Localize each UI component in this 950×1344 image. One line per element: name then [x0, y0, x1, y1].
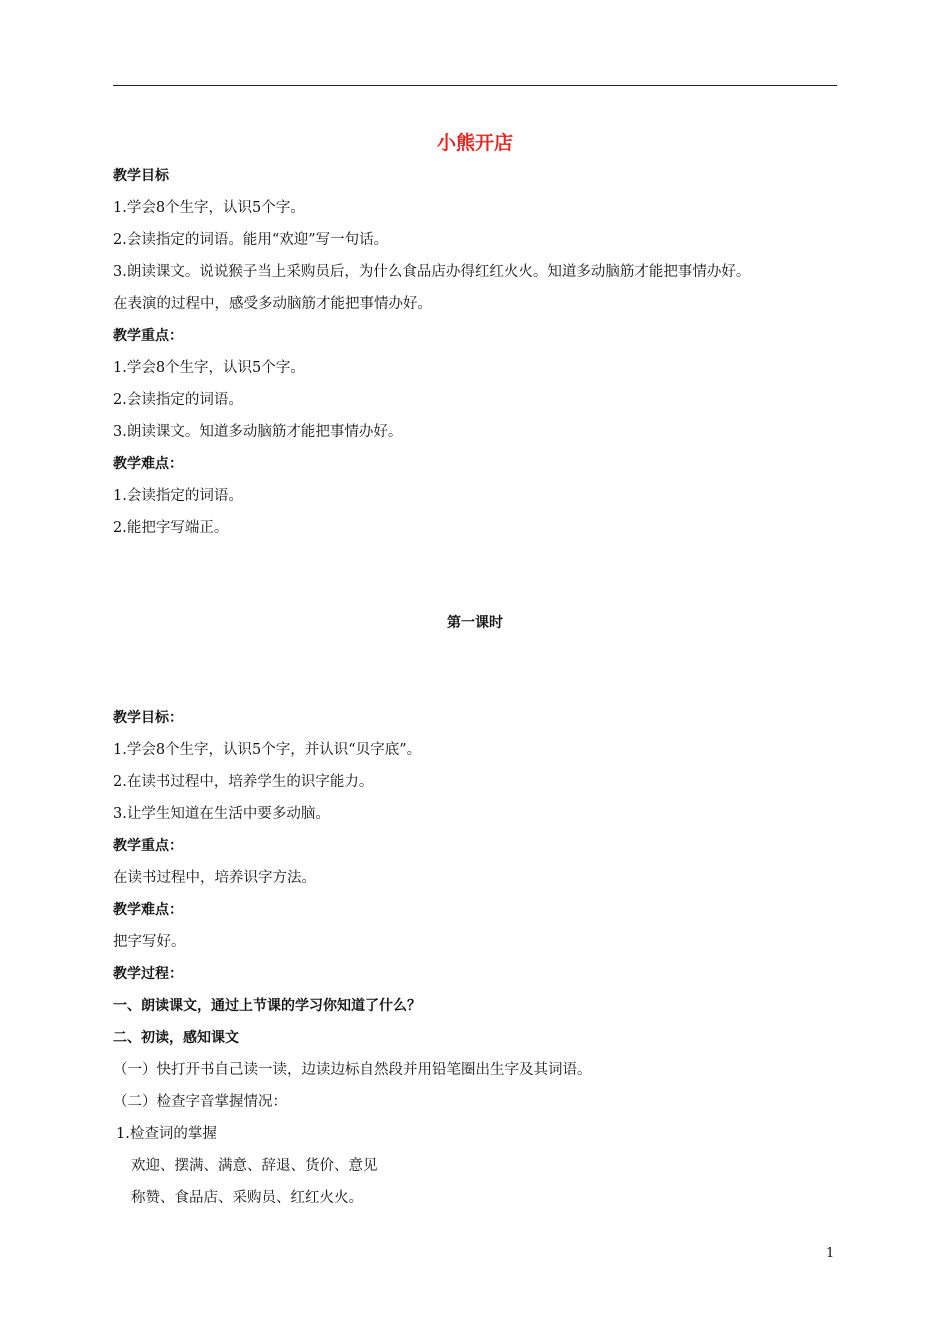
lesson-difficulty-heading: 教学难点： [113, 902, 183, 918]
process-step-2: 二、初读，感知课文 [113, 1030, 239, 1046]
key-item: 3.朗读课文。知道多动脑筋才能把事情办好。 [113, 424, 403, 440]
key-heading: 教学重点： [113, 328, 183, 344]
document-title: 小熊开店 [436, 132, 513, 154]
goal-item: 在表演的过程中，感受多动脑筋才能把事情办好。 [113, 296, 432, 312]
word-list-line: 称赞、食品店、采购员、红红火火。 [131, 1190, 363, 1206]
lesson-title: 第一课时 [447, 615, 503, 631]
header-rule [113, 85, 837, 86]
lesson1-section [113, 702, 843, 1214]
lesson-key-text: 在读书过程中，培养识字方法。 [113, 870, 316, 886]
difficulty-item: 2.能把字写端正。 [113, 520, 229, 536]
goal-item: 2.会读指定的词语。能用“欢迎”写一句话。 [113, 232, 389, 248]
goal-item: 3.朗读课文。说说猴子当上采购员后，为什么食品店办得红红火火。知道多动脑筋才能把事情办好。 [113, 264, 751, 280]
difficulty-heading: 教学难点： [113, 456, 183, 472]
key-item: 2.会读指定的词语。 [113, 392, 243, 408]
lesson-goal-item: 3.让学生知道在生活中要多动脑。 [113, 806, 330, 822]
process-heading: 教学过程： [113, 966, 183, 982]
difficulty-item: 1.会读指定的词语。 [113, 488, 243, 504]
process-step-1: 一、朗读课文，通过上节课的学习你知道了什么？ [113, 998, 421, 1014]
goal-item: 1.学会8个生字，认识5个字。 [113, 200, 305, 216]
word-list-line: 欢迎、摆满、满意、辞退、货价、意见 [131, 1158, 378, 1174]
lesson-goal-item: 2.在读书过程中，培养学生的识字能力。 [113, 774, 374, 790]
process-substep-2: （二）检查字音掌握情况： [113, 1094, 287, 1110]
key-item: 1.学会8个生字，认识5个字。 [113, 360, 305, 376]
lesson-key-heading: 教学重点： [113, 838, 183, 854]
goals-heading: 教学目标 [113, 168, 169, 184]
lesson-difficulty-text: 把字写好。 [113, 934, 186, 950]
page-number: 1 [826, 1246, 835, 1261]
process-substep-1: （一）快打开书自己读一读，边读边标自然段并用铅笔圈出生字及其词语。 [113, 1062, 592, 1078]
process-item-1: 1.检查词的掌握 [116, 1126, 217, 1142]
intro-section [113, 160, 843, 544]
lesson-goal-item: 1.学会8个生字，认识5个字，并认识“贝字底”。 [113, 742, 422, 758]
lesson-goals-heading: 教学目标： [113, 710, 183, 726]
